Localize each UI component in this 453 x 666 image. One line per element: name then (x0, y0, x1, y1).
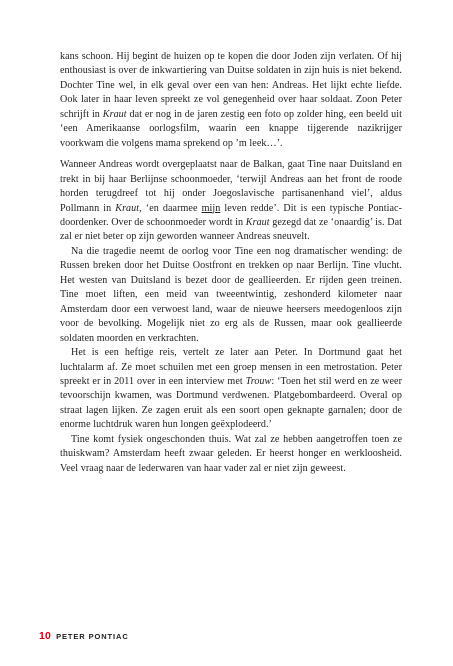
page-footer (39, 626, 129, 644)
paragraph-4: Het is een heftige reis, vertelt ze later aan Peter. In Dortmund gaat het luchtalarm af. Ze moet schuilen met een groep mensen in een metrostation. Peter spreekt er in 2011 over in een interview met Trouw: ‘Toen het stil werd en ze weer tevoorschijn kwamen, was Dortmund verdwenen. Platgebombardeerd. Overal op straat lagen lijken. Ze zagen eruit als een soort open geknapte garnalen; door de enorme luchtdruk waren hun longen geëxplodeerd.’ (60, 347, 402, 431)
paragraph-1: kans schoon. Hij begint de huizen op te kopen die door Joden zijn verlaten. Of hij enthousiast is over de inkwartiering van Duitse soldaten in zijn huis is niet bekend. Dochter Tine wel, in elk geval over een van hen: Andreas. Het lijkt echte liefde. Ook later in haar leven spreekt ze vol genegenheid over haar soldaat. Zoon Peter schrijft in Kraut dat er nog in de jaren zestig een foto op zolder hing, een beeld uit ‘een Amerikaanse oorlogsfilm, waarin een knappe tijgerende nazikrijger voorkwam die volgens mama sprekend op ’m leek…’. (60, 51, 402, 149)
page-number: 10 (39, 630, 52, 642)
paragraph-3: Na die tragedie neemt de oorlog voor Tine een nog dramatischer wending: de Russen breken door het Duitse Oostfront en trekken op naar Berlijn. Tine vlucht. Het westen van Duitsland is bezet door de geallieerden. Er rijden geen treinen. Tine moet liften, een meid van tweeentwintig, zeshonderd kilometer naar Amsterdam door een verwoest land, waar de nieuwe heersers meedogenloos zijn voor de bevolking. Mogelijk niet zo erg als de Russen, maar ook geallieerde soldaten moorden en verkrachten. (60, 245, 402, 344)
paragraph-5: Tine komt fysiek ongeschonden thuis. Wat zal ze hebben aangetroffen toen ze thuiskwam? Amsterdam heeft zwaar geleden. Er heerst honger en werkloosheid. Veel vraag naar de lederwaren van haar vader zal er niet zijn geweest. (60, 433, 402, 474)
body-text (60, 50, 402, 476)
paragraph-2: Wanneer Andreas wordt overgeplaatst naar de Balkan, gaat Tine naar Duitsland en trekt in bij haar Berlijnse schoonmoeder, ‘terwijl Andreas aan het front de roode horden terugdreef tot hij onder Joegoslavische partisanenhand viel’, aldus Pollmann in Kraut, ‘en daarmee mijn leven redde’. Dit is een typische Pontiac-doordenker. Over de schoonmoeder wordt in Kraut gezegd dat ze ‘onaardig’ is. Dat zal er niet beter op zijn geworden wanneer Andreas sneuvelt. (60, 159, 402, 243)
running-head: PETER PONTIAC (56, 632, 129, 641)
